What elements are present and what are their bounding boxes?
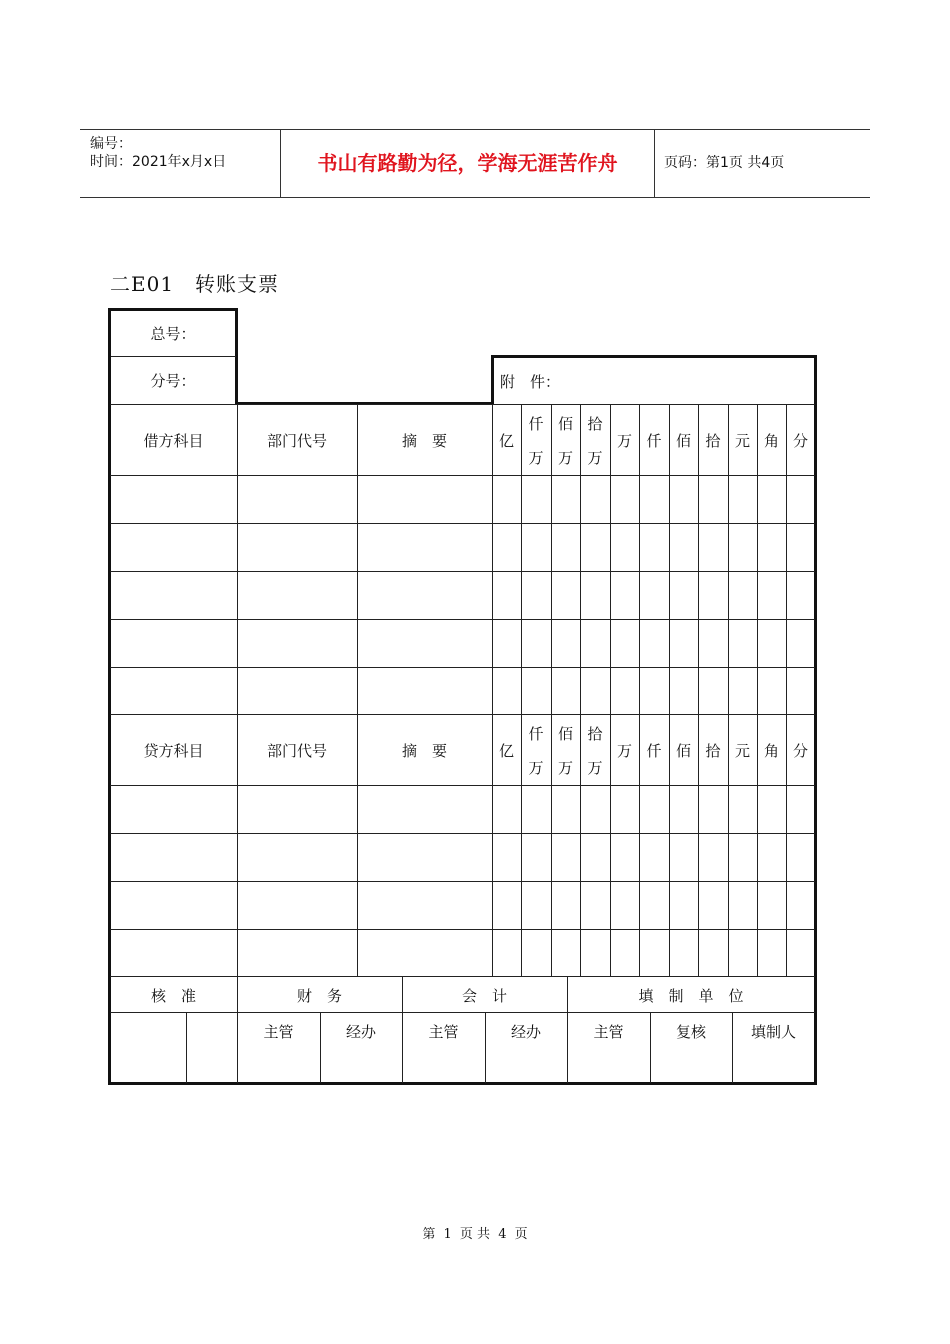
summary-header: 摘 要 <box>401 742 447 760</box>
attachment-label: 附 件： <box>500 372 561 391</box>
digit-bai: 佰 <box>675 742 691 760</box>
digit-qian: 仟 <box>646 432 662 450</box>
grid-line <box>485 1012 486 1083</box>
sign-unit-reviewer: 复核 <box>675 1022 706 1041</box>
footer-prefix: 第 <box>422 1227 436 1242</box>
summary-header: 摘 要 <box>401 432 447 450</box>
digit-char: 万 <box>528 758 544 777</box>
sign-accounting-supervisor: 主管 <box>428 1022 459 1041</box>
digit-char: 佰 <box>557 724 573 743</box>
digit-baiwan <box>551 405 580 476</box>
grid-line <box>110 475 815 476</box>
digit-yi: 亿 <box>498 742 514 760</box>
grid-line <box>650 1012 651 1083</box>
grid-line <box>110 356 236 357</box>
grid-line <box>110 571 815 572</box>
dept-code-header: 部门代号 <box>266 742 327 760</box>
grid-line <box>110 929 815 930</box>
finance-label: 财 务 <box>296 986 342 1005</box>
digit-char: 佰 <box>557 414 573 433</box>
grid-line <box>110 785 815 786</box>
header-page-info: 页码：第1页 共4页 <box>664 155 785 171</box>
digit-shi: 拾 <box>705 432 721 450</box>
grid-line <box>320 1012 321 1083</box>
digit-char: 万 <box>557 448 573 467</box>
footer-page-num: 1 <box>443 1227 452 1242</box>
time-label: 时间：2021年x月x日 <box>90 154 227 170</box>
digit-qianwan <box>521 405 551 476</box>
digit-char: 万 <box>557 758 573 777</box>
digit-yuan: 元 <box>734 432 750 450</box>
digit-wan: 万 <box>616 432 632 450</box>
digit-fen: 分 <box>792 432 808 450</box>
grid-line <box>186 1012 187 1083</box>
digit-char: 拾 <box>587 414 603 433</box>
sub-no-label: 分号： <box>150 371 196 390</box>
footer-mid: 页 共 <box>459 1227 491 1242</box>
approve-label: 核 准 <box>150 986 196 1005</box>
border-line <box>108 308 111 1085</box>
grid-line <box>110 404 815 405</box>
digit-jiao: 角 <box>763 432 779 450</box>
grid-line <box>669 404 670 977</box>
grid-line <box>492 404 493 977</box>
grid-line <box>639 404 640 977</box>
grid-line <box>551 404 552 977</box>
grid-line <box>110 833 815 834</box>
digit-bai: 佰 <box>675 432 691 450</box>
digit-baiwan <box>551 715 580 786</box>
grid-line <box>110 976 815 977</box>
sign-unit-preparer: 填制人 <box>750 1022 796 1041</box>
border-line <box>108 1082 817 1085</box>
debit-account-header: 借方科目 <box>143 432 204 450</box>
grid-line <box>110 667 815 668</box>
grid-line <box>110 619 815 620</box>
digit-shiwan <box>580 715 610 786</box>
grid-line <box>521 404 522 977</box>
total-no-label: 总号： <box>150 324 196 343</box>
sign-unit-supervisor: 主管 <box>593 1022 624 1041</box>
filing-unit-label: 填 制 单 位 <box>638 986 744 1005</box>
page-footer <box>0 1223 950 1242</box>
digit-char: 万 <box>587 758 603 777</box>
accounting-label: 会 计 <box>461 986 507 1005</box>
grid-line <box>237 976 238 1083</box>
digit-jiao: 角 <box>763 742 779 760</box>
grid-line <box>580 404 581 977</box>
sign-finance-handler: 经办 <box>345 1022 376 1041</box>
grid-line <box>786 404 787 977</box>
digit-char: 万 <box>528 448 544 467</box>
footer-page-total: 4 <box>498 1227 507 1242</box>
digit-qianwan <box>521 715 551 786</box>
sign-accounting-handler: 经办 <box>510 1022 541 1041</box>
grid-line <box>237 404 238 977</box>
grid-line <box>110 523 815 524</box>
border-line <box>109 308 238 311</box>
dept-code-header: 部门代号 <box>266 432 327 450</box>
border-line <box>491 355 494 405</box>
code-label: 编号： <box>90 136 132 152</box>
digit-fen: 分 <box>792 742 808 760</box>
digit-char: 仟 <box>528 414 544 433</box>
credit-account-header: 贷方科目 <box>143 742 204 760</box>
digit-qian: 仟 <box>646 742 662 760</box>
digit-shiwan <box>580 405 610 476</box>
grid-line <box>732 1012 733 1083</box>
digit-char: 仟 <box>528 724 544 743</box>
digit-shi: 拾 <box>705 742 721 760</box>
grid-line <box>357 404 358 977</box>
grid-line <box>567 976 568 1083</box>
page-title: 二E01 转账支票 <box>110 272 280 296</box>
digit-char: 万 <box>587 448 603 467</box>
digit-char: 拾 <box>587 724 603 743</box>
border-line <box>491 355 817 358</box>
grid-line <box>698 404 699 977</box>
grid-line <box>757 404 758 977</box>
grid-line <box>110 1012 815 1013</box>
grid-line <box>110 881 815 882</box>
footer-suffix: 页 <box>514 1227 528 1242</box>
digit-yuan: 元 <box>734 742 750 760</box>
digit-wan: 万 <box>616 742 632 760</box>
motto-text: 书山有路勤为径，学海无涯苦作舟 <box>317 151 618 175</box>
grid-line <box>402 976 403 1083</box>
grid-line <box>110 714 815 715</box>
grid-line <box>610 404 611 977</box>
digit-yi: 亿 <box>498 432 514 450</box>
sign-finance-supervisor: 主管 <box>263 1022 294 1041</box>
grid-line <box>728 404 729 977</box>
